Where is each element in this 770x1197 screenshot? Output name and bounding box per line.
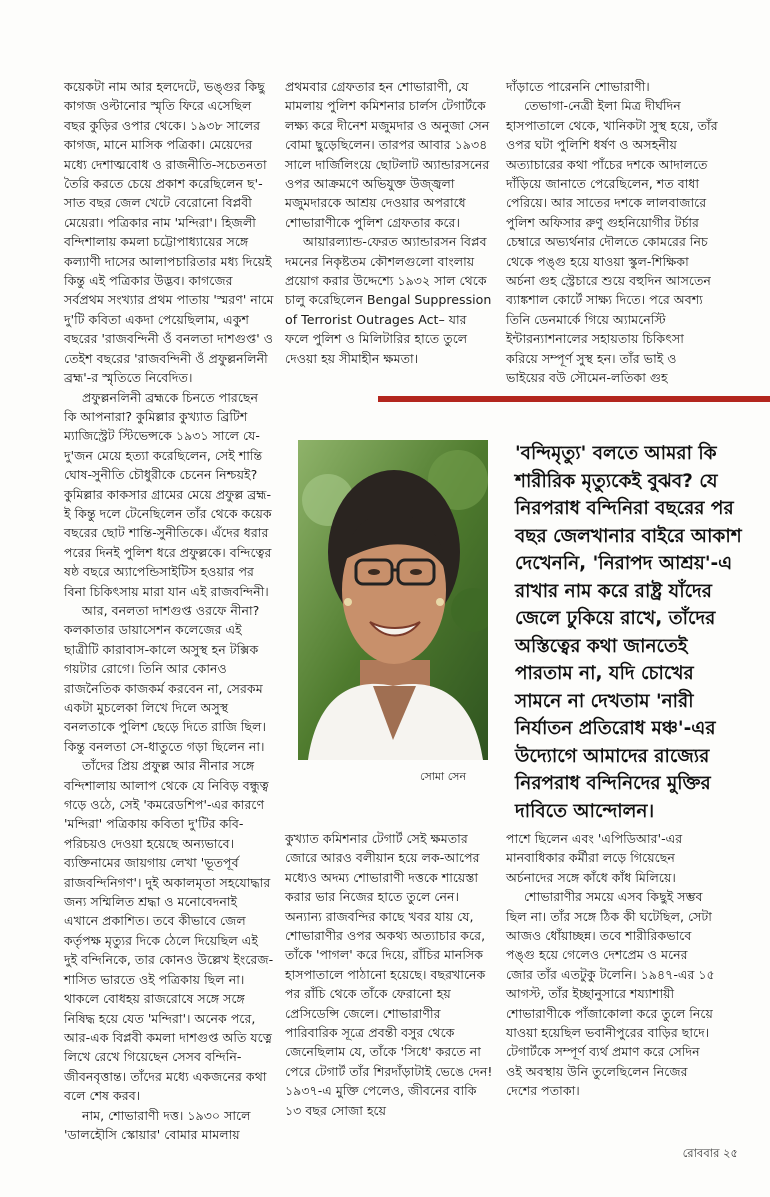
article-column-1 — [64, 77, 274, 1144]
section-divider-rule — [378, 396, 770, 402]
paragraph: কয়েকটা নাম আর হলদেটে, ভঙ্গুর কিছু কাগজ ওল্টানোর স্মৃতি ফিরে এসেছিল বছর কুড়ির ওপার থেকে। ১৯৩৮ সালের কাগজ, মানে মাসিক পত্রিকা। মেয়েদের মধ্যে দেশাত্মবোধ ও রাজনীতি-সচেতনতা তৈরি করতে চেয়ে প্রকাশ করেছিলেন ছ'-সাত বছর জেল খেটে বেরোনো বিপ্লবী মেয়েরা। পত্রিকার নাম 'মন্দিরা'। হিজলী বন্দিশালায় কমলা চট্টোপাধ্যায়ের সঙ্গে কল্যাণী দাসের আলাপচারিতার মধ্য দিয়েই কিন্তু এই পত্রিকার উদ্ভব। কাগজের সর্বপ্রথম সংখ্যার প্রথম পাতায় 'স্মরণ' নামে দু'টি কবিতা একদা পেয়েছিলাম, একুশ বছরের 'রাজবন্দিনী ওঁ বনলতা দাশগুপ্ত' ও তেইশ বছরের 'রাজবন্দিনী ওঁ প্রফুল্লনলিনী ব্রহ্ম'-র স্মৃতিতে নিবেদিত। — [64, 79, 274, 386]
paragraph: আর, বনলতা দাশগুপ্ত ওরফে নীনা? কলকাতার ডায়াসেশন কলেজের এই ছাত্রীটি কারাবাস-কালে অসুস্থ হন টক্সিক গয়টার রোগে। তিনি আর কোনও রাজনৈতিক কাজকর্ম করবেন না, সেরকম একটা মুচলেকা লিখে দিলে অসুস্থ বনলতাকে পুলিশ ছেড়ে দিতে রাজি ছিল। কিন্তু বনলতা সে-ধাতুতে গড়া ছিলেন না। — [64, 602, 266, 754]
pull-quote: 'বন্দিমৃত্যু' বলতে আমরা কি শারীরিক মৃত্যুকেই বুঝব? যে নিরপরাধ বন্দিনিরা বছরের পর বছর জেলখানার বাইরে আকাশ দেখেননি, 'নিরাপদ আশ্রয়'-এ রাখার নাম করে রাষ্ট্র যাঁদের জেলে ঢুকিয়ে রাখে, তাঁদের অস্তিত্বের কথা জানতেই পারতাম না, যদি চোখের সামনে না দেখতাম 'নারী নির্যাতন প্রতিরোধ মঞ্চ'-এর উদ্যোগে আমাদের রাজ্যের নিরপরাধ বন্দিনিদের মুক্তির দাবিতে আন্দোলন। — [515, 443, 742, 822]
page-footer-label: রোববার ২৫ — [682, 1146, 738, 1160]
paragraph: তাঁদের প্রিয় প্রফুল্ল আর নীনার সঙ্গে বন্দিশালায় আলাপ থেকে যে নিবিড় বন্ধুত্ব গড়ে ওঠে, সেই 'কমরেডশিপ'-এর কারণে 'মন্দিরা' পত্রিকায় কবিতা দু'টির কবি-পরিচয়ও দেওয়া হয়েছে অন্যভাবে। ব্যক্তিনামের জায়গায় লেখা 'ভূতপূর্ব রাজবন্দিনিগণ'। দুই অকালমৃতা সহযোদ্ধার জন্য সম্মিলিত শ্রদ্ধা ও মনোবেদনাই এখানে প্রকাশিত। তবে কীভাবে জেল কর্তৃপক্ষ মৃত্যুর দিকে ঠেলে দিয়েছিল এই দুই বন্দিনিকে, তার কোনও উল্লেখ ইংরেজ-শাসিত ভারতে ওই পত্রিকায় ছিল না। থাকলে বোধহয় রাজরোষে সঙ্গে সঙ্গে নিষিদ্ধ হয়ে যেত 'মন্দিরা'। অনেক পরে, আর-এক বিপ্লবী কমলা দাশগুপ্ত অতি যত্নে লিখে রেখে গিয়েছেন সেসব বন্দিনি-জীবনবৃত্তান্ত। তাঁদের মধ্যে একজনের কথা বলে শেষ করব। — [64, 758, 274, 1104]
portrait-illustration — [298, 440, 488, 760]
paragraph: নাম, শোভারাণী দত্ত। ১৯৩০ সালে 'ডালহৌসি স্কোয়ার' বোমার মামলায় — [64, 1107, 251, 1142]
paragraph: কুখ্যাত কমিশনার টেগার্ট সেই ক্ষমতার জোরে আরও বলীয়ান হয়ে লক-আপের মধ্যেও অদম্য শোভারাণী দত্তকে শায়েস্তা করার ভার নিজের হাতে তুলে নেন। অন্যান্য রাজবন্দির কাছে খবর যায় যে, শোভারাণীর ওপর অকথ্য অত্যাচার করে, তাঁকে 'পাগল' করে দিয়ে, রাঁচির মানসিক হাসপাতালে পাঠানো হয়েছে। বছরখানেক পর রাঁচি থেকে তাঁকে ফেরানো হয় প্রেসিডেন্সি জেলে। শোভারাণীর পারিবারিক সূত্রে প্রবন্তী বসুর থেকে জেনেছিলাম যে, তাঁকে 'সিধে' করতে না পেরে টেগার্ট তাঁর শিরদাঁড়াটাই ভেঙে দেন! ১৯৩৭-এ মুক্তি পেলেও, জীবনের বাকি ১৩ বছর সোজা হয়ে — [285, 831, 493, 1118]
paragraph: শোভারাণীর সময়ে এসব কিছুই সম্ভব ছিল না। তাঁর সঙ্গে ঠিক কী ঘটেছিল, সেটা আজও ধোঁয়াচ্ছন্ন। তবে শারীরিকভাবে পঙ্গু হয়ে গেলেও দেশপ্রেম ও মনের জোর তাঁর এতটুকু টলেনি। ১৯৪৭-এর ১৫ আগস্ট, তাঁর ইচ্ছানুসারে শয্যাশায়ী শোভারাণীকে পাঁজাকোলা করে তুলে নিয়ে যাওয়া হয়েছিল ভবানীপুরের বাড়ির ছাদে। টেগার্টকে সম্পূর্ণ ব্যর্থ প্রমাণ করে সেদিন ওই অবস্থায় উনি তুলেছিলেন নিজের দেশের পতাকা। — [506, 889, 715, 1099]
paragraph: আয়ারল্যান্ড-ফেরত অ্যান্ডারসন বিপ্লব দমনের নিকৃষ্টতম কৌশলগুলো বাংলায় প্রয়োগ করার উদ্দেশ্যে ১৯৩২ সাল থেকে চালু করেছিলেন Bengal Suppression of Terrorist Outrages Act– যার ফলে পুলিশ ও মিলিটারির হাতে তুলে দেওয়া হয় সীমাহীন ক্ষমতা। — [285, 234, 492, 366]
article-column-2 — [285, 77, 493, 368]
paragraph: দাঁড়াতে পারেননি শোভারাণী। — [506, 79, 650, 94]
article-column-5 — [506, 829, 718, 1101]
article-column-3 — [506, 77, 718, 388]
photo-caption: সোমা সেন — [420, 770, 467, 783]
paragraph: তেভাগা-নেত্রী ইলা মিত্র দীর্ঘদিন হাসপাতালে থেকে, খানিকটা সুস্থ হয়ে, তাঁর ওপর ঘটা পুলিশি ধর্ষণ ও অসহনীয় অত্যাচারের কথা পাঁচের দশকে আদালতে দাঁড়িয়ে জানাতে পেরেছিলেন, শত বাধা পেরিয়ে। আর সাতের দশকে লালবাজারে পুলিশ অফিসার রুণু গুহনিয়োগীর টর্চার চেম্বারে অভ্যর্থনার দৌলতে কোমরের নিচ থেকে পঙ্গু হয়ে যাওয়া স্কুল-শিক্ষিকা অর্চনা গুহ স্ট্রেচারে শুয়ে বহুদিন আসতেন ব্যাঙ্কশাল কোর্টে সাক্ষ্য দিতে। পরে অবশ্য তিনি ডেনমার্কে গিয়ে অ্যামনেস্টি ইন্টারন্যাশনালের সহায়তায় চিকিৎসা করিয়ে সম্পূর্ণ সুস্থ হন। তাঁর ভাই ও ভাইয়ের বউ সৌমেন-লতিকা গুহ — [506, 98, 718, 386]
paragraph: প্রথমবার গ্রেফতার হন শোভারাণী, যে মামলায় পুলিশ কমিশনার চার্লস টেগার্টকে লক্ষ্য করে দীনেশ মজুমদার ও অনুজা সেন বোমা ছুড়েছিলেন। তারপর আবার ১৯৩৪ সালে দার্জিলিংয়ে ছোটলাট অ্যান্ডারসনের ওপর আক্রমণে অভিযুক্ত উজ্জ্বলা মজুমদারকে আশ্রয় দেওয়ার অপরাধে শোভারাণীকে পুলিশ গ্রেফতার করে। — [285, 79, 490, 230]
paragraph: প্রফুল্লনলিনী ব্রহ্মকে চিনতে পারছেন কি আপনারা? কুমিল্লার কুখ্যাত ব্রিটিশ ম্যাজিস্ট্রেট স্টিভেন্সকে ১৯৩১ সালে যে-দু'জন মেয়ে হত্যা করেছিলেন, সেই শান্তি ঘোষ-সুনীতি চৌধুরীকে চেনেন নিশ্চয়ই? কুমিল্লার কাকসার গ্রামের মেয়ে প্রফুল্ল ব্রহ্ম-ই কিন্তু দলে টেনেছিলেন তাঁর থেকে কয়েক বছরের ছোট শান্তি-সুনীতিকে। এঁদের ধরার পরের দিনই পুলিশ ধরে প্রফুল্লকে। বন্দিত্বের ষষ্ঠ বছরে অ্যাপেন্ডিসাইটিস হওয়ার পর বিনা চিকিৎসায় মারা যান এই রাজবন্দিনী। — [64, 389, 272, 599]
portrait-photo — [298, 440, 488, 760]
paragraph: পাশে ছিলেন এবং 'এপিডিআর'-এর মানবাধিকার কর্মীরা লড়ে গিয়েছেন অর্চনাদের সঙ্গে কাঁধে কাঁধ মিলিয়ে। — [506, 831, 683, 885]
article-column-4 — [285, 829, 493, 1120]
